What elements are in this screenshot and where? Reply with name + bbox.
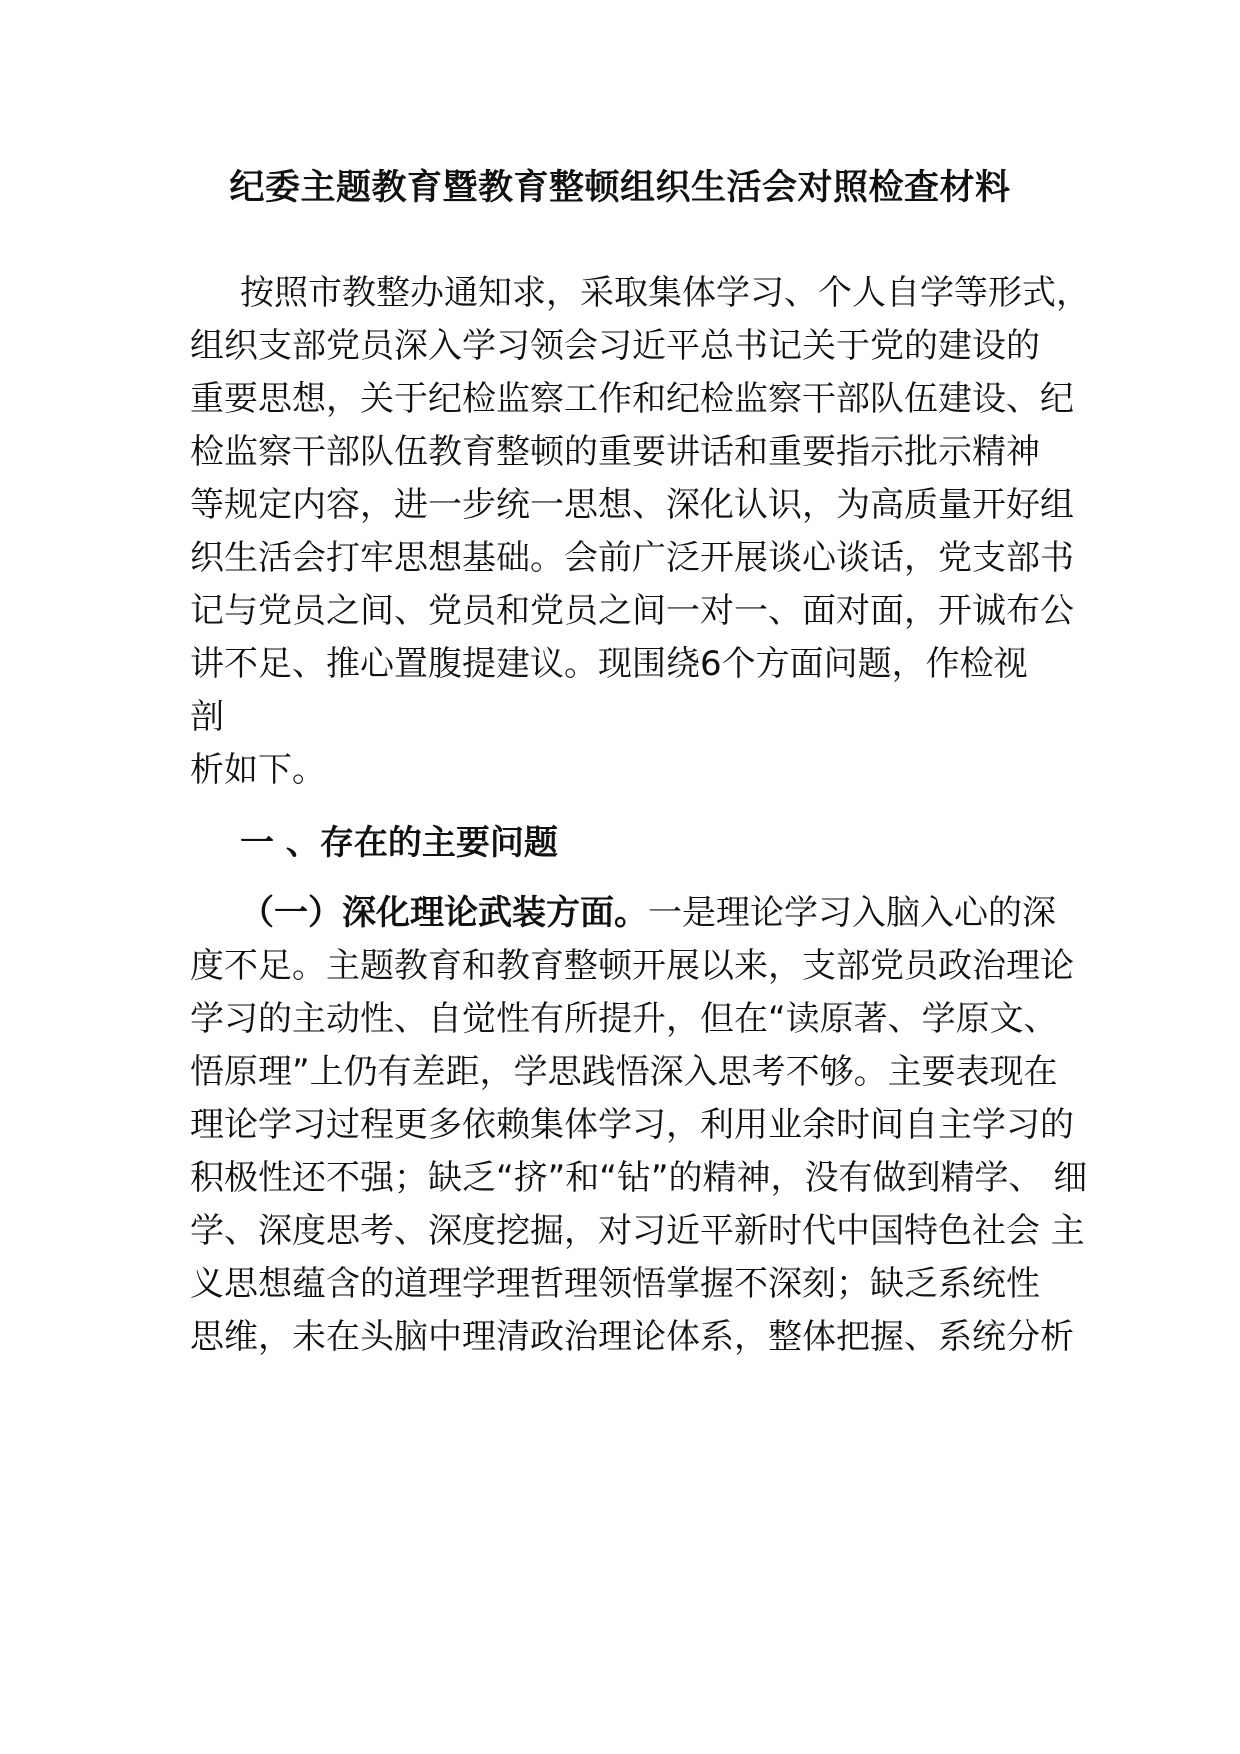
subsection-label: （一）深化理论武装方面。 — [240, 893, 648, 933]
intro-line-10: 析如下。 — [190, 750, 326, 790]
section-heading: 一 、存在的主要问题 — [240, 823, 558, 863]
document-title: 纪委主题教育暨教育整顿组织生活会对照检查材料 — [229, 168, 1011, 208]
intro-line-7: 记与党员之间、党员和党员之间一对一、面对面，开诚布公 — [190, 591, 1074, 631]
subsection-first-line — [240, 893, 1056, 933]
subsection-line-6: 学、深度思考、深度挖掘，对习近平新时代中国特色社会 主 — [190, 1211, 1085, 1251]
subsection-line-5: 积极性还不强；缺乏“挤”和“钻”的精神，没有做到精学、 细 — [190, 1158, 1088, 1198]
subsection-line-3: 悟原理”上仍有差距，学思践悟深入思考不够。主要表现在 — [190, 1052, 1058, 1092]
subsection-line-2: 学习的主动性、自觉性有所提升，但在“读原著、学原文、 — [190, 999, 1058, 1039]
intro-line-3: 重要思想，关于纪检监察工作和纪检监察干部队伍建设、纪 — [190, 379, 1074, 419]
intro-line-9: 剖 — [190, 697, 224, 737]
intro-line-8: 讲不足、推心置腹提建议。现围绕6个方面问题，作检视 — [190, 644, 1028, 684]
intro-line-2: 组织支部党员深入学习领会习近平总书记关于党的建设的 — [190, 326, 1040, 366]
intro-line-1: 按照市教整办通知求，采取集体学习、个人自学等形式， — [240, 273, 1090, 313]
subsection-line-7: 义思想蕴含的道理学理哲理领悟掌握不深刻；缺乏系统性 — [190, 1264, 1040, 1304]
subsection-line-8: 思维，未在头脑中理清政治理论体系，整体把握、系统分析 — [190, 1317, 1074, 1357]
subsection-first-line-text: 一是理论学习入脑入心的深 — [648, 893, 1056, 933]
intro-line-6: 织生活会打牢思想基础。会前广泛开展谈心谈话，党支部书 — [190, 538, 1074, 578]
intro-line-5: 等规定内容，进一步统一思想、深化认识，为高质量开好组 — [190, 485, 1074, 525]
intro-line-4: 检监察干部队伍教育整顿的重要讲话和重要指示批示精神 — [190, 432, 1040, 472]
subsection-line-1: 度不足。主题教育和教育整顿开展以来，支部党员政治理论 — [190, 946, 1074, 986]
subsection-line-4: 理论学习过程更多依赖集体学习，利用业余时间自主学习的 — [190, 1105, 1074, 1145]
